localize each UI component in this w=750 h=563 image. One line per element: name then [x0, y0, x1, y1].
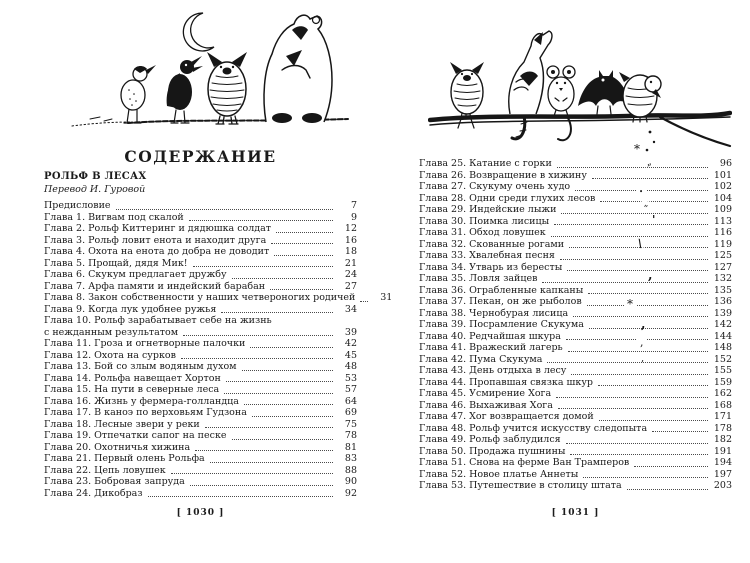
leader-dots [598, 377, 708, 386]
leader-dots [547, 354, 708, 363]
toc-entry-page: 18 [344, 246, 357, 257]
toc-entry-title: Глава 51. Снова на ферме Ван Трамперов [419, 457, 630, 468]
toc-entry-title: Глава 11. Гроза и огнетворные палочки [44, 338, 246, 349]
toc-entry-page: 83 [344, 453, 357, 464]
bear-icon [264, 15, 332, 123]
toc-entry-page: 116 [713, 227, 732, 238]
toc-entry-title: Глава 21. Первый олень Рольфа [44, 453, 205, 464]
toc-entry [419, 308, 732, 320]
toc-entry-title: Глава 7. Арфа памяти и индейский барабан [44, 280, 266, 292]
leader-dots [592, 170, 708, 179]
toc-entry-title: Глава 30. Поимка лисицы [419, 215, 550, 227]
leader-dots [600, 193, 708, 202]
toc-entry-title: Глава 24. Дикобраз [44, 487, 143, 499]
crumb-speck-icon: * [624, 301, 636, 308]
toc-entry-page: 194 [713, 457, 732, 468]
toc-entry [419, 331, 732, 343]
toc-entry [44, 430, 357, 442]
toc-entry [419, 216, 732, 228]
toc-entry-title: Глава 34. Утварь из бересты [419, 261, 563, 273]
toc-entry-page: 88 [344, 464, 357, 476]
toc-entry-title: Глава 26. Возвращение в хижину [419, 169, 587, 181]
toc-list-right [419, 158, 732, 492]
crescent-moon-icon [183, 13, 214, 51]
crumb-speck-icon: * [631, 146, 643, 153]
toc-entry-page: 53 [344, 372, 357, 384]
crumb-speck-icon: „ [642, 157, 655, 167]
toc-entry-title: Глава 6. Скукум предлагает дружбу [44, 269, 227, 280]
toc-entry-title: Глава 53. Путешествие в столицу штата [419, 480, 622, 491]
toc-entry-title: Глава 9. Когда лук удобнее ружья [44, 303, 217, 315]
toc-entry [419, 285, 732, 297]
toc-entry [419, 181, 732, 193]
toc-entry-title: Глава 25. Катание с горки [419, 158, 552, 169]
leader-dots [570, 446, 708, 455]
bird-icon [121, 65, 156, 123]
toc-entry-page: 24 [344, 269, 357, 280]
toc-entry-title: Глава 27. Скукуму очень худо [419, 181, 571, 192]
leader-dots [183, 327, 333, 336]
toc-entry [419, 193, 732, 205]
leader-dots [560, 251, 708, 260]
toc-entry-title: Глава 23. Бобровая запруда [44, 476, 185, 487]
toc-entry-title: Глава 44. Пропавшая связка шкур [419, 376, 593, 388]
crow-icon [167, 56, 203, 123]
owl-icon [207, 52, 247, 124]
leader-dots [627, 481, 708, 490]
leader-dots [573, 308, 708, 317]
toc-entry [419, 400, 732, 412]
leader-dots [554, 216, 708, 225]
leader-dots [193, 258, 333, 267]
leader-dots [171, 465, 333, 474]
toc-entry-title: Глава 39. Посрамление Скукума [419, 319, 584, 330]
toc-entry-page: 42 [344, 338, 357, 349]
toc-entry [44, 200, 357, 212]
crumb-speck-icon: • [636, 189, 646, 196]
toc-entry-title: Глава 8. Закон собственности у наших четвероногих родичей [44, 292, 356, 303]
toc-entry [419, 457, 732, 469]
leader-dots [583, 469, 708, 478]
toc-entry [44, 465, 357, 477]
toc-entry [419, 480, 732, 492]
leader-dots [588, 285, 708, 294]
toc-entry-page: 203 [713, 480, 732, 491]
toc-entry-title: Глава 5. Прощай, дядя Мик! [44, 257, 188, 269]
leader-dots [148, 488, 333, 497]
leader-dots [221, 304, 333, 313]
toc-entry-page: 69 [344, 407, 357, 418]
toc-entry-title: Глава 10. Рольф зарабатывает себе на жизнь [44, 315, 272, 326]
toc-entry-title: Глава 32. Скованные рогами [419, 238, 565, 250]
toc-entry-title: Глава 45. Усмирение Хога [419, 388, 552, 399]
crumb-speck-icon: , [637, 339, 647, 346]
toc-entry [44, 269, 357, 281]
toc-entry [44, 453, 357, 465]
toc-entry [419, 423, 732, 435]
toc-entry [419, 377, 732, 389]
toc-entry-page: 92 [344, 487, 357, 499]
toc-entry [419, 296, 732, 308]
toc-entry [44, 407, 357, 419]
toc-entry [419, 411, 732, 423]
toc-entry-page: 109 [713, 204, 732, 215]
toc-entry [419, 342, 732, 354]
toc-entry-title: Глава 36. Ограбленные капканы [419, 284, 584, 296]
crumb-speck-icon: \ [635, 239, 646, 247]
toc-entry-title: Глава 43. День отдыха в лесу [419, 365, 567, 376]
toc-entry-title: Глава 13. Бой со злым водяным духом [44, 361, 237, 372]
toc-entry-title: Глава 20. Охотничья хижина [44, 441, 191, 453]
toc-entry [44, 373, 357, 385]
toc-entry-title: Глава 41. Вражеский лагерь [419, 342, 563, 353]
folio-left: [ 1030 ] [176, 508, 225, 518]
toc-entry-title: Глава 4. Охота на енота до добра не доводит [44, 246, 270, 257]
toc-entry-continuation: с нежданным результатом [44, 326, 179, 338]
toc-entry [419, 158, 732, 170]
toc-entry-page: 148 [713, 342, 732, 353]
toc-entry-title: Глава 2. Рольф Киттеринг и дядюшка солдат [44, 223, 272, 234]
folio-right: [ 1031 ] [551, 508, 600, 518]
leader-dots [561, 205, 708, 214]
leader-dots [226, 373, 333, 382]
toc-entry-page: 144 [713, 330, 732, 342]
crumb-speck-icon: ' [649, 216, 658, 223]
toc-entry [44, 350, 357, 362]
toc-entry-title: Глава 22. Цепь ловушек [44, 464, 166, 476]
leader-dots [567, 262, 708, 271]
toc-entry-page: 9 [350, 211, 357, 223]
toc-entry [419, 170, 732, 182]
toc-entry-page: 78 [344, 430, 357, 441]
toc-entry [44, 442, 357, 454]
toc-entry [44, 223, 357, 235]
toc-entry [419, 469, 732, 481]
leader-dots [566, 435, 708, 444]
toc-entry-page: 102 [713, 181, 732, 192]
toc-entry-title: Глава 3. Рольф ловит енота и находит друга [44, 234, 267, 246]
toc-entry-page: 31 [380, 292, 393, 303]
leader-dots [250, 339, 333, 348]
leader-dots [276, 224, 333, 233]
toc-entry-page: 48 [344, 361, 357, 372]
toc-entry-title: Глава 46. Выхаживая Хога [419, 399, 553, 411]
toc-entry-title: Глава 42. Пума Скукума [419, 353, 543, 365]
toc-entry-page: 16 [344, 234, 357, 246]
leader-dots [210, 454, 333, 463]
toc-entry [419, 250, 732, 262]
leader-dots [242, 362, 333, 371]
mouse-icon [547, 66, 575, 140]
toc-entry-title: Глава 38. Чернобурая лисица [419, 307, 569, 319]
toc-entry [44, 292, 393, 304]
toc-entry-page: 152 [713, 353, 732, 365]
toc-list-left [44, 200, 393, 499]
toc-entry-title: Предисловие [44, 200, 111, 211]
toc-entry [44, 258, 357, 270]
toc-entry-page: 159 [713, 376, 732, 388]
leader-dots [195, 442, 333, 451]
toc-entry [419, 227, 732, 239]
toc-entry-title: Глава 12. Охота на сурков [44, 349, 176, 361]
leader-dots [232, 431, 333, 440]
crumb-speck-icon: , [638, 321, 649, 328]
leader-dots [232, 270, 333, 279]
toc-entry-page: 168 [713, 399, 732, 411]
toc-entry-page: 135 [713, 284, 732, 296]
toc-entry [44, 476, 357, 488]
crumb-speck-icon: , [645, 272, 656, 279]
toc-entry-page: 132 [713, 273, 732, 284]
toc-entry-page: 12 [344, 223, 357, 234]
leader-dots [556, 389, 708, 398]
leader-dots [181, 350, 333, 359]
toc-entry [44, 384, 357, 396]
toc-entry-title: Глава 31. Обход ловушек [419, 227, 546, 238]
toc-entry [44, 304, 357, 316]
leader-dots [587, 297, 708, 306]
toc-entry-title: Глава 29. Индейские лыжи [419, 204, 557, 215]
toc-entry-page: 90 [344, 476, 357, 487]
toc-entry-page: 45 [344, 349, 357, 361]
toc-entry-page: 127 [713, 261, 732, 273]
toc-entry [419, 262, 732, 274]
toc-entry-page: 57 [344, 384, 357, 395]
translator-credit: Перевод И. Гуровой [44, 184, 146, 195]
toc-entry-page: 101 [713, 169, 732, 181]
toc-entry-title: Глава 17. В каноэ по верховьям Гудзона [44, 407, 247, 418]
leader-dots [252, 408, 333, 417]
toc-entry-page: 113 [713, 215, 732, 227]
illustration-animals-singing-at-moon [70, 4, 352, 140]
leader-dots [116, 201, 333, 210]
toc-entry-page: 21 [344, 257, 357, 269]
toc-entry-page: 182 [713, 434, 732, 445]
toc-entry-page: 142 [713, 319, 732, 330]
toc-entry-title: Глава 48. Рольф учится искусству следопыта [419, 422, 648, 434]
leader-dots [244, 396, 333, 405]
toc-entry [419, 446, 732, 458]
leader-dots [224, 385, 333, 394]
toc-entry-title: Глава 19. Отпечатки сапог на песке [44, 430, 227, 441]
leader-dots [270, 281, 333, 290]
leader-dots [190, 477, 333, 486]
crumb-speck-icon: „ [640, 200, 652, 209]
toc-entry [44, 338, 357, 350]
leader-dots [189, 212, 333, 221]
page-right [419, 0, 732, 563]
toc-entry-page: 119 [713, 238, 732, 250]
toc-entry-title: Глава 49. Рольф заблудился [419, 434, 561, 445]
leader-dots [571, 366, 708, 375]
contents-title: СОДЕРЖАНИЕ [124, 147, 277, 166]
toc-entry [419, 319, 732, 331]
feeding-owl-icon [619, 72, 661, 151]
leader-dots [634, 458, 708, 467]
toc-entry-title: Глава 15. На пути в северные леса [44, 384, 220, 395]
crumb-speck-icon: , [638, 355, 647, 362]
leader-dots [542, 274, 708, 283]
toc-entry [419, 388, 732, 400]
toc-entry-page: 64 [344, 395, 357, 407]
toc-entry-title: Глава 33. Хвалебная песня [419, 250, 555, 261]
leader-dots [271, 235, 333, 244]
toc-entry-page: 171 [713, 411, 732, 422]
toc-entry [44, 419, 357, 431]
toc-entry-title: Глава 47. Хог возвращается домой [419, 411, 594, 422]
toc-entry-page: 27 [344, 280, 357, 292]
toc-entry-page: 7 [350, 200, 357, 211]
cat-icon [509, 31, 552, 139]
illustration-animals-on-branch [428, 6, 732, 156]
toc-entry-page: 75 [344, 418, 357, 430]
toc-entry [44, 246, 357, 258]
toc-entry-page: 39 [344, 326, 357, 338]
toc-entry-page: 34 [344, 303, 357, 315]
toc-entry [44, 396, 357, 408]
toc-entry [419, 354, 732, 366]
toc-entry [419, 204, 732, 216]
toc-entry-page: 96 [719, 158, 732, 169]
toc-entry-title: Глава 1. Вигвам под скалой [44, 211, 184, 223]
toc-entry [44, 361, 357, 373]
page-left [44, 0, 393, 563]
leader-dots [205, 419, 333, 428]
toc-entry-page: 178 [713, 422, 732, 434]
leader-dots [557, 159, 708, 168]
toc-entry-page: 191 [713, 445, 732, 457]
toc-entry [419, 434, 732, 446]
toc-entry-page: 136 [713, 296, 732, 307]
toc-entry-page: 162 [713, 388, 732, 399]
toc-entry [44, 212, 357, 224]
leader-dots [274, 247, 333, 256]
toc-entry-page: 155 [713, 365, 732, 376]
toc-entry [44, 235, 357, 247]
toc-entry [419, 239, 732, 251]
leader-dots [558, 400, 708, 409]
toc-entry [44, 488, 357, 500]
leader-dots [551, 228, 708, 237]
toc-entry-title: Глава 18. Лесные звери у реки [44, 418, 200, 430]
toc-entry-title: Глава 16. Жизнь у фермера-голландца [44, 395, 239, 407]
toc-entry-page: 104 [713, 192, 732, 204]
toc-entry-title: Глава 14. Рольфа навещает Хортон [44, 372, 221, 384]
toc-entry-title: Глава 50. Продажа пушнины [419, 445, 566, 457]
toc-entry-title: Глава 40. Редчайшая шкура [419, 330, 561, 342]
leader-dots [599, 412, 708, 421]
toc-entry [44, 281, 357, 293]
toc-entry-title: Глава 35. Ловля зайцев [419, 273, 538, 284]
leader-dots [652, 423, 708, 432]
leader-dots [360, 293, 368, 302]
toc-entry-page: 125 [713, 250, 732, 261]
toc-entry-page: 139 [713, 307, 732, 319]
toc-entry-title: Глава 52. Новое платье Аннеты [419, 468, 579, 480]
toc-entry [44, 327, 357, 339]
book-title: РОЛЬФ В ЛЕСАХ [44, 171, 147, 182]
toc-entry-page: 81 [344, 441, 357, 453]
toc-entry [419, 365, 732, 377]
toc-entry [419, 273, 732, 285]
toc-entry-title: Глава 28. Одни среди глухих лесов [419, 192, 596, 204]
toc-entry-title: Глава 37. Пекан, он же рыболов [419, 296, 582, 307]
toc-entry [44, 315, 357, 327]
toc-entry-page: 197 [713, 468, 732, 480]
